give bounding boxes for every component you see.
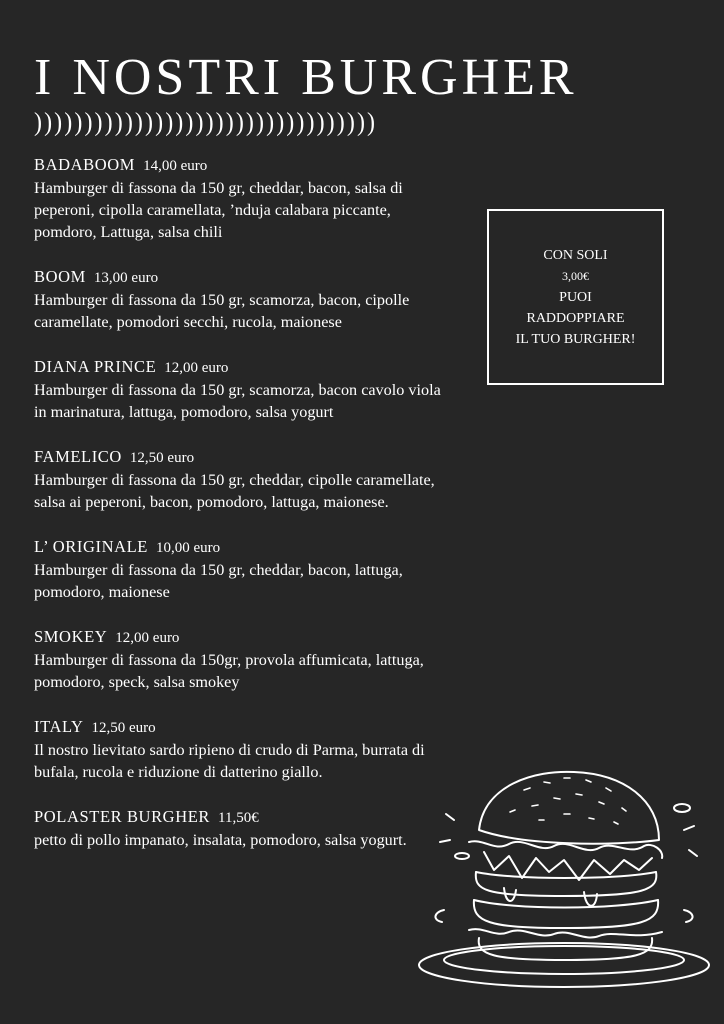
menu-item-name: L’ ORIGINALE xyxy=(34,537,148,556)
menu-item-price: 13,00 euro xyxy=(93,270,159,286)
menu-item-price: 14,00 euro xyxy=(143,158,208,174)
menu-item-name: SMOKEY xyxy=(34,627,108,646)
menu-item xyxy=(34,356,454,423)
burger-menu-list xyxy=(34,154,454,874)
promo-line: IL TUO BURGHER! xyxy=(515,331,636,347)
menu-item-price: 12,50 euro xyxy=(129,450,195,466)
menu-item xyxy=(34,716,454,783)
promo-line: RADDOPPIARE xyxy=(526,310,625,326)
menu-item-description: Hamburger di fassona da 150gr, provola affumicata, lattuga, pomodoro, speck, salsa smokey xyxy=(34,651,424,691)
menu-item-name: BOOM xyxy=(34,267,86,286)
burger-illustration-icon xyxy=(414,760,714,1000)
menu-item-name: FAMELICO xyxy=(34,447,122,466)
promo-price: 3,00€ xyxy=(562,268,589,283)
menu-item-description: Hamburger di fassona da 150 gr, scamorza, bacon cavolo viola in marinatura, lattuga, pomodoro, salsa yogurt xyxy=(34,381,441,421)
menu-item xyxy=(34,446,454,513)
decorative-divider: )))))))))))))))))))))))))))))))))) xyxy=(34,108,378,138)
menu-item-name: BADABOOM xyxy=(34,155,136,174)
menu-item-description: Hamburger di fassona da 150 gr, cheddar, bacon, salsa di peperoni, cipolla caramellata, ’nduja calabara piccante, pomdoro, Lattuga, salsa chili xyxy=(34,179,403,241)
menu-item-name: DIANA PRINCE xyxy=(34,357,157,376)
menu-item-price: 11,50€ xyxy=(218,810,259,826)
menu-item-description: Il nostro lievitato sardo ripieno di crudo di Parma, burrata di bufala, rucola e riduzione di datterino giallo. xyxy=(34,741,425,781)
menu-item-description: Hamburger di fassona da 150 gr, scamorza, bacon, cipolle caramellate, pomodori secchi, rucola, maionese xyxy=(34,291,410,331)
menu-item xyxy=(34,266,454,333)
menu-item xyxy=(34,154,454,243)
menu-item-price: 12,00 euro xyxy=(115,630,180,646)
page-title: I NOSTRI BURGHER xyxy=(34,49,578,106)
menu-item xyxy=(34,536,454,603)
menu-item-price: 12,50 euro xyxy=(91,720,156,736)
menu-item-description: Hamburger di fassona da 150 gr, cheddar, cipolle caramellate, salsa ai peperoni, bacon, pomodoro, lattuga, maionese. xyxy=(34,471,435,511)
menu-item-description: petto di pollo impanato, insalata, pomodoro, salsa yogurt. xyxy=(34,831,407,849)
promo-line: PUOI xyxy=(559,289,592,305)
menu-item-price: 12,00 euro xyxy=(164,360,229,376)
menu-item xyxy=(34,626,454,693)
double-burger-promo-box xyxy=(487,209,664,385)
promo-line: CON SOLI xyxy=(543,247,608,263)
menu-item-price: 10,00 euro xyxy=(155,540,221,556)
menu-item-name: POLASTER BURGHER xyxy=(34,807,210,826)
menu-item-description: Hamburger di fassona da 150 gr, cheddar, bacon, lattuga, pomodoro, maionese xyxy=(34,561,403,601)
menu-item-name: ITALY xyxy=(34,717,84,736)
menu-item xyxy=(34,806,454,851)
